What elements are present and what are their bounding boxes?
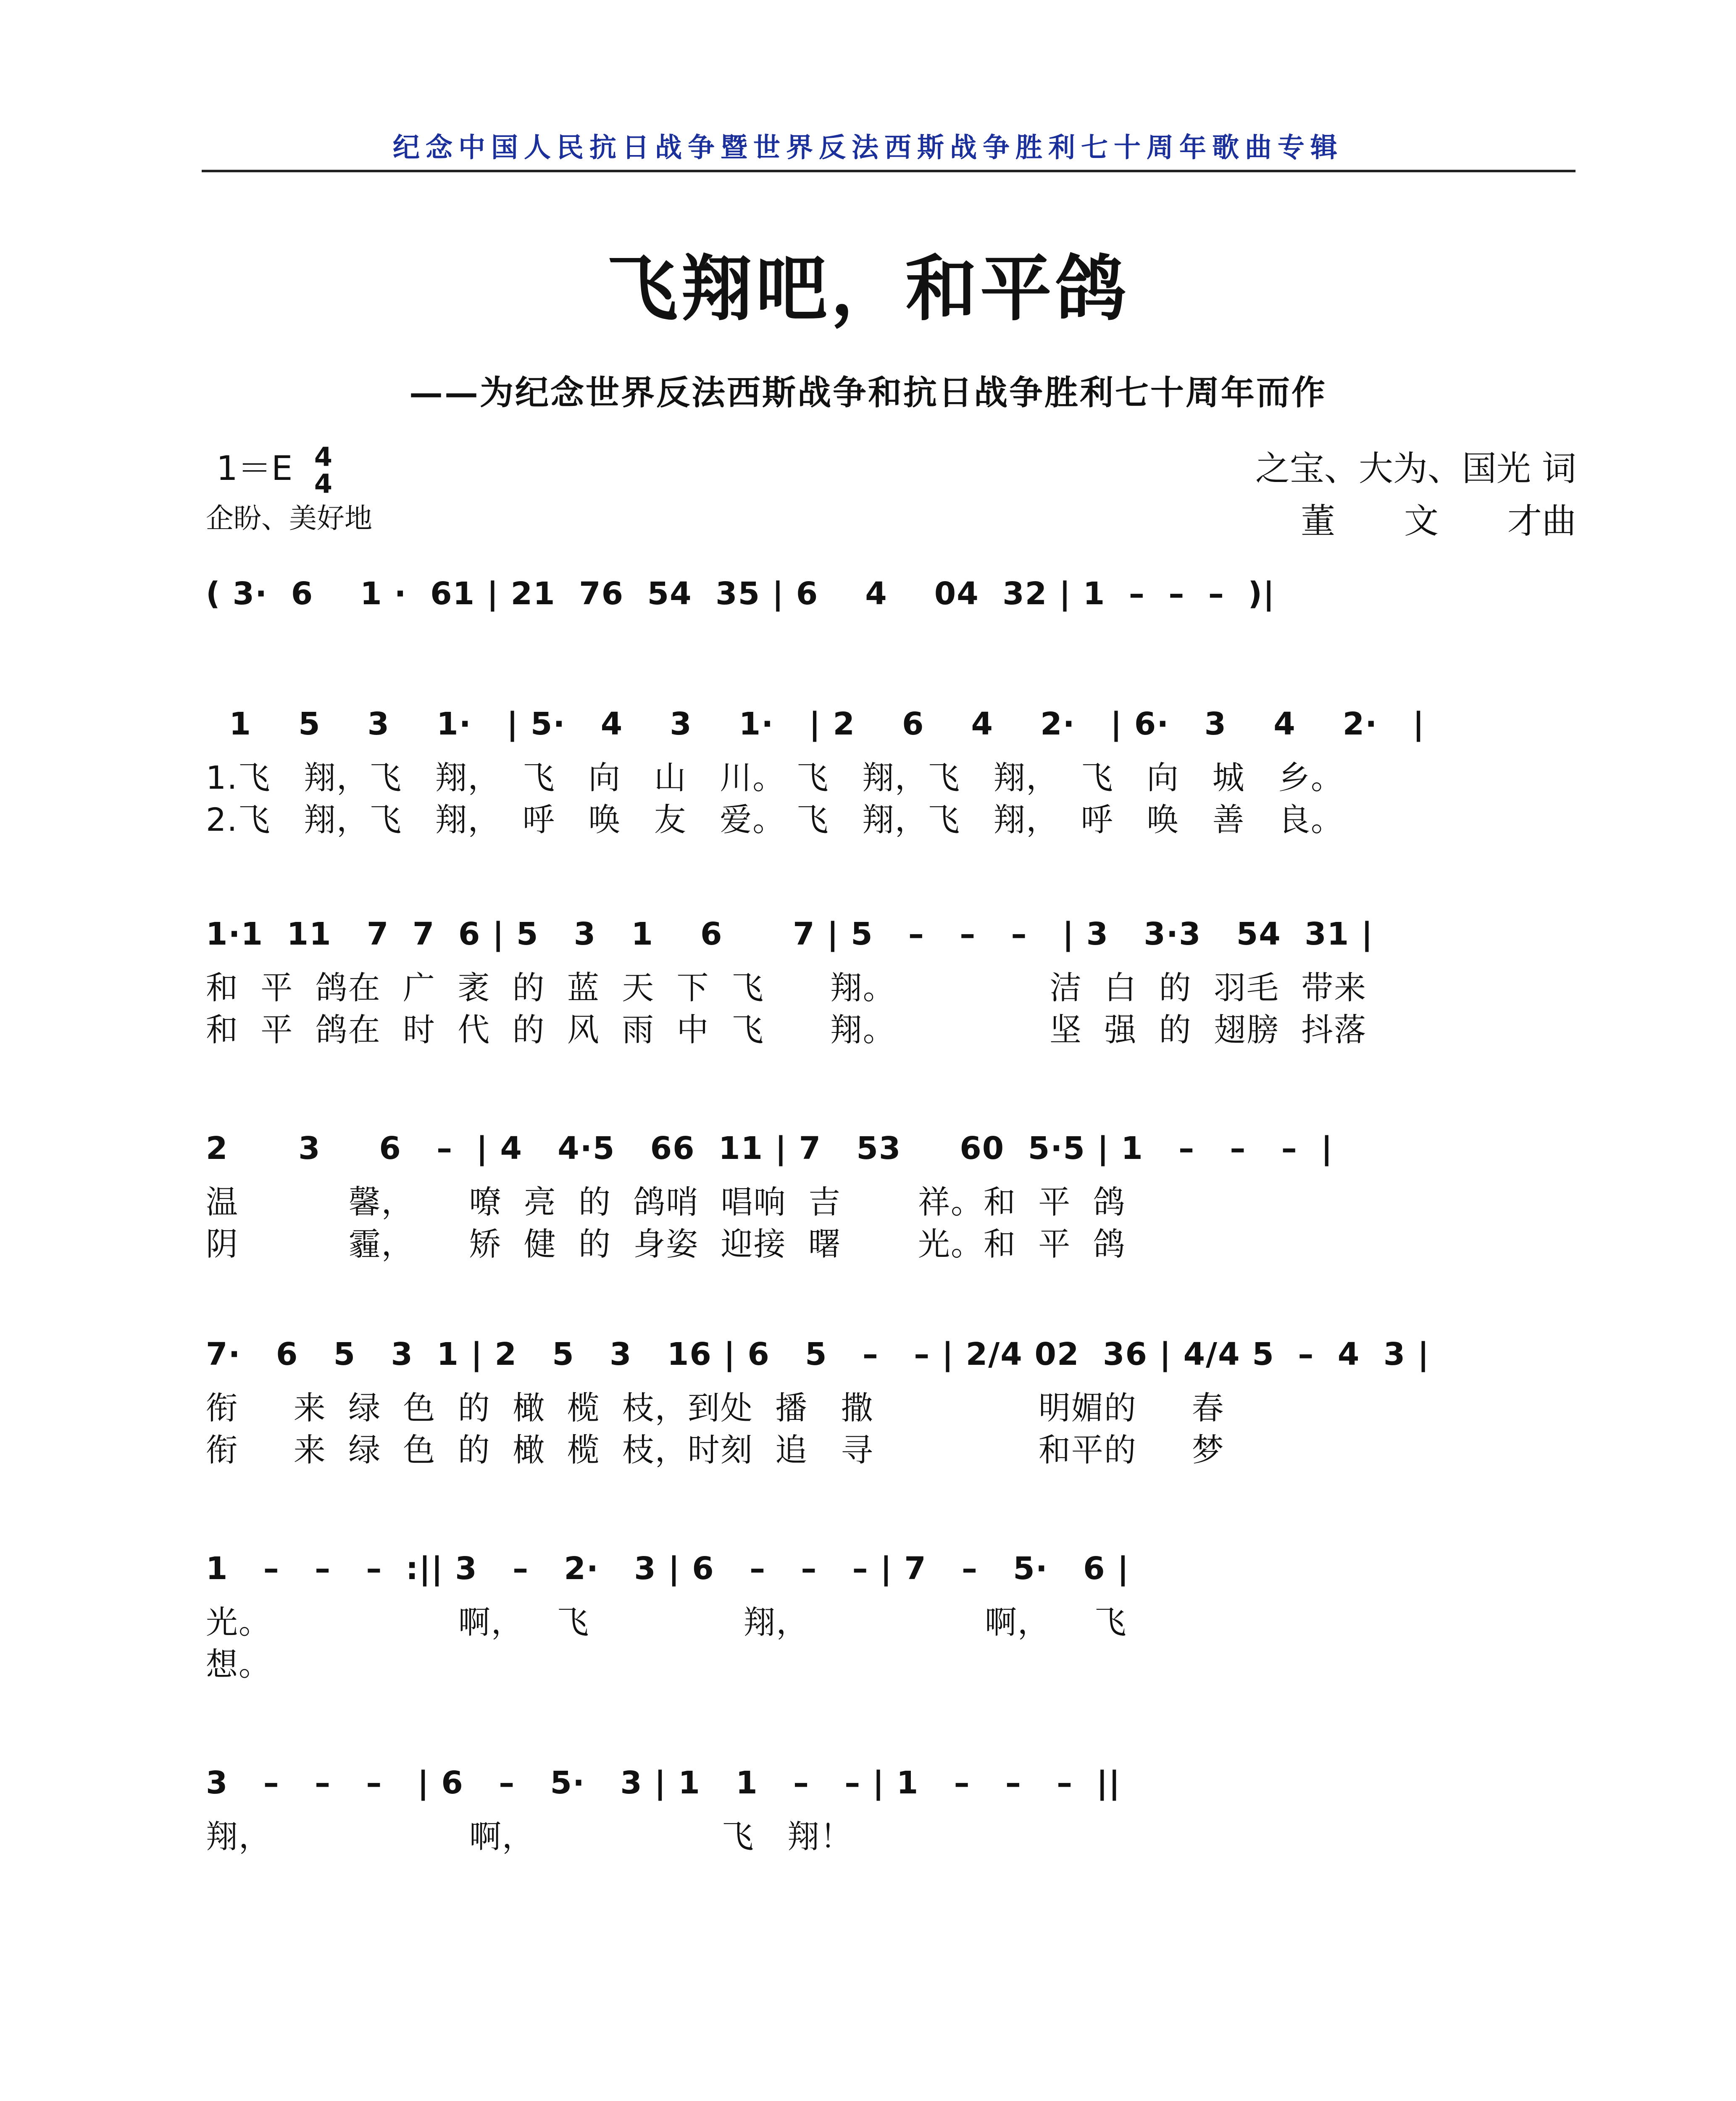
notation-line: 1·1 11 7 7 6 | 5 3 1 6 7 | 5 – – – | 3 3·3 54 31 | <box>206 916 1374 952</box>
lyric-verse-2: 2.飞 翔，飞 翔， 呼 唤 友 爱。 飞 翔，飞 翔， 呼 唤 善 良。 <box>206 801 1344 838</box>
score-system-6 <box>206 1551 1576 1681</box>
notation-line: 1 5 3 1· | 5· 4 3 1· | 2 6 4 2· | 6· 3 4 2· | <box>206 706 1425 742</box>
lyric-verse-1: 和 平 鸽在 广 袤 的 蓝 天 下 飞 翔。 洁 白 的 羽毛 带来 <box>206 969 1367 1006</box>
score-system-2 <box>206 706 1576 836</box>
lyric-verse-2: 和 平 鸽在 时 代 的 风 雨 中 飞 翔。 坚 强 的 翅膀 抖落 <box>206 1011 1367 1048</box>
lyricist-credit: 之宝、大为、国光 词 <box>1255 449 1576 489</box>
lyric-verse-1: 光。 啊， 飞 翔， 啊， 飞 <box>206 1603 1127 1641</box>
notation-line: 3 – – – | 6 – 5· 3 | 1 1 – – | 1 – – – || <box>206 1765 1121 1801</box>
lyric-verse-1: 衔 来 绿 色 的 橄 榄 枝，到处 播 撒 明媚的 春 <box>206 1389 1225 1427</box>
time-bottom: 4 <box>314 469 333 500</box>
lyric-verse-2: 阴 霾， 矫 健 的 身姿 迎接 曙 光。和 平 鸽 <box>206 1225 1126 1263</box>
notation-line: 1 – – – :|| 3 – 2· 3 | 6 – – – | 7 – 5· 6 | <box>206 1551 1130 1587</box>
notation-line: 2 3 6 – | 4 4·5 66 11 | 7 53 60 5·5 | 1 – – – | <box>206 1130 1334 1166</box>
lyric-verse-1: 温 馨， 嘹 亮 的 鸽哨 唱响 吉 祥。和 平 鸽 <box>206 1183 1126 1221</box>
score-system-7 <box>206 1765 1576 1853</box>
key-label: 1＝E <box>216 449 293 488</box>
song-subtitle: ——为纪念世界反法西斯战争和抗日战争胜利七十周年而作 <box>409 373 1327 412</box>
notation-line: ( 3· 6 1 · 61 | 21 76 54 35 | 6 4 04 32 | 1 – – – )| <box>206 576 1276 612</box>
time-top: 4 <box>314 442 333 473</box>
lyric-verse-1: 1.飞 翔，飞 翔， 飞 向 山 川。 飞 翔，飞 翔， 飞 向 城 乡。 <box>206 759 1344 796</box>
header-rule <box>202 170 1576 172</box>
song-title: 飞翔吧，和平鸽 <box>606 247 1130 331</box>
score-system-5 <box>206 1336 1576 1469</box>
score-system-3 <box>206 916 1576 1046</box>
lyric-verse-2: 想。 <box>206 1646 271 1683</box>
score-system-1 <box>206 576 1576 622</box>
lyric-verse-2: 衔 来 绿 色 的 橄 榄 枝，时刻 追 寻 和平的 梦 <box>206 1431 1225 1469</box>
key-signature <box>216 441 332 498</box>
score-system-4 <box>206 1130 1576 1261</box>
time-signature <box>314 444 332 498</box>
composer-credit: 董 文 才曲 <box>1300 501 1576 541</box>
album-banner: 纪念中国人民抗日战争暨世界反法西斯战争胜利七十周年歌曲专辑 <box>393 132 1343 163</box>
lyric-verse-1: 翔， 啊， 飞 翔！ <box>206 1818 853 1855</box>
mood-marking: 企盼、美好地 <box>206 502 372 534</box>
notation-line: 7· 6 5 3 1 | 2 5 3 16 | 6 5 – – | 2/4 02 36 | 4/4 5 – 4 3 | <box>206 1336 1430 1372</box>
